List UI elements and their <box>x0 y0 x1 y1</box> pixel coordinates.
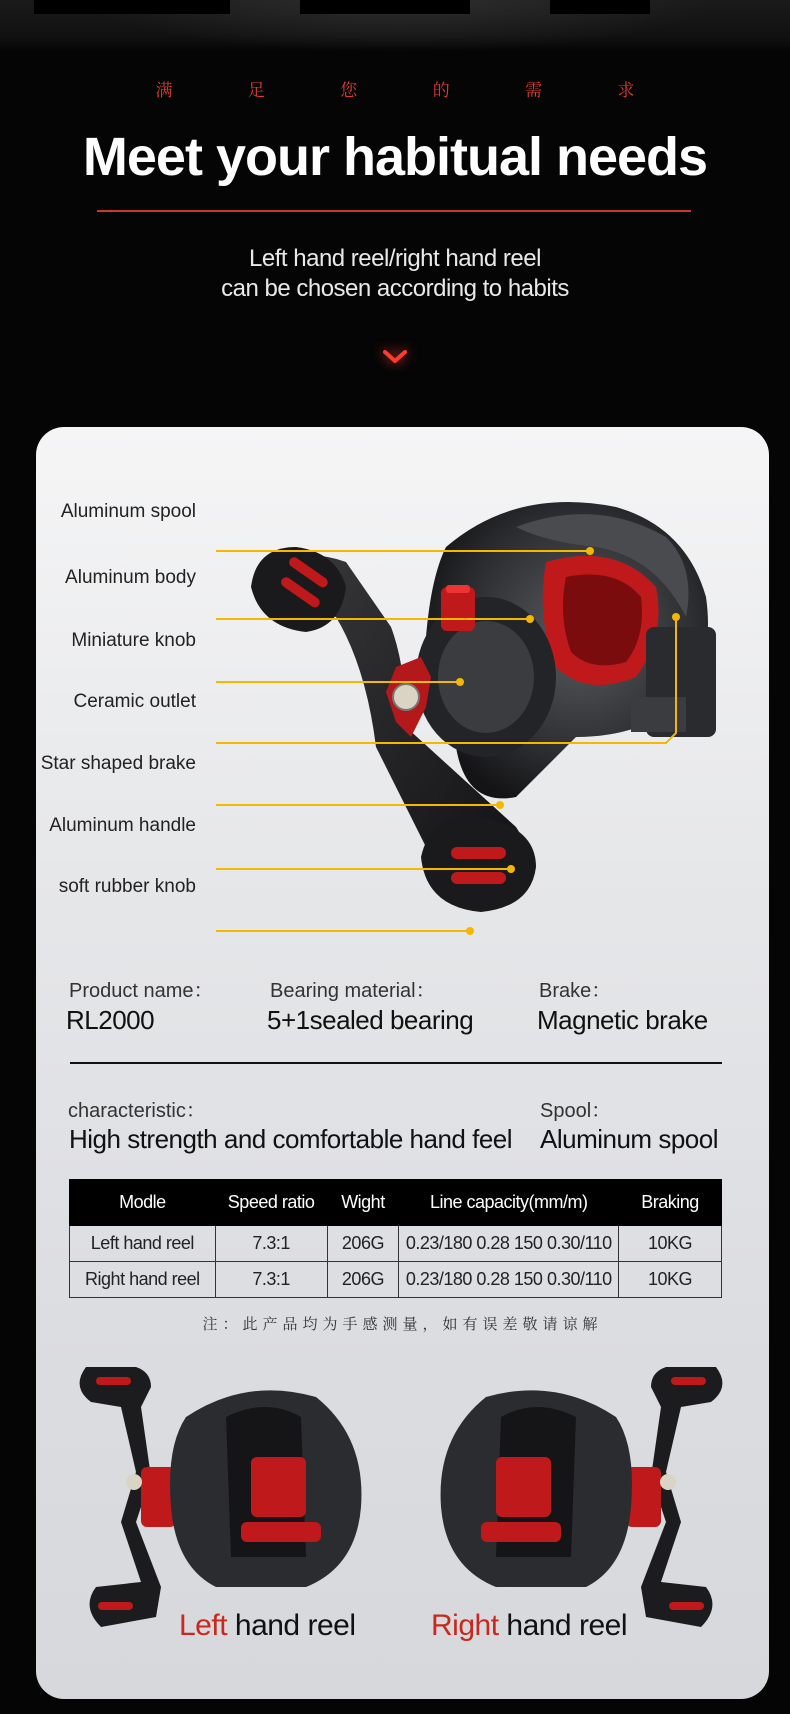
table-row <box>70 1226 722 1262</box>
table-cell: 0.23/180 0.28 150 0.30/110 <box>399 1226 619 1262</box>
bearing-value: 5+1sealed bearing <box>267 1005 474 1035</box>
characteristic-label: characteristic： <box>68 1100 206 1122</box>
banner-dark-block <box>34 0 230 14</box>
title-divider <box>97 210 691 212</box>
product-name-label: Product name： <box>69 980 214 1002</box>
right-hand-reel-image <box>406 1347 736 1647</box>
spec-divider <box>70 1062 722 1064</box>
right-hand-reel-caption <box>431 1609 627 1643</box>
col-header-braking: Braking <box>619 1180 722 1226</box>
table-cell: 10KG <box>619 1262 722 1298</box>
characteristic-value: High strength and comfortable hand feel <box>69 1124 513 1154</box>
banner-dark-block <box>300 0 470 14</box>
right-caption-rest: hand reel <box>498 1609 627 1642</box>
table-cell: 0.23/180 0.28 150 0.30/110 <box>399 1262 619 1298</box>
measurement-note: 注：此产品均为手感测量，如有误差敬请谅解 <box>202 1315 603 1333</box>
callout-aluminum-handle: Aluminum handle <box>49 815 196 836</box>
callout-aluminum-spool: Aluminum spool <box>60 501 196 522</box>
product-name-value: RL2000 <box>66 1005 155 1035</box>
table-cell: Right hand reel <box>70 1262 216 1298</box>
col-header-model: Modle <box>70 1180 216 1226</box>
table-cell: 7.3:1 <box>215 1226 327 1262</box>
brake-value: Magnetic brake <box>537 1005 708 1035</box>
description-line-2: can be chosen according to habits <box>221 275 569 302</box>
description-line-1: Left hand reel/right hand reel <box>249 245 541 272</box>
callout-soft-rubber-knob: soft rubber knob <box>58 876 196 897</box>
left-hand-reel-image <box>66 1347 396 1647</box>
spool-label: Spool： <box>540 1100 612 1122</box>
callout-ceramic-outlet: Ceramic outlet <box>73 691 196 712</box>
table-cell: 206G <box>327 1262 399 1298</box>
chevron-down-icon[interactable] <box>380 344 410 370</box>
spec-table <box>69 1179 722 1298</box>
table-cell: 206G <box>327 1226 399 1262</box>
right-caption-accent: Right <box>431 1609 499 1642</box>
brake-label: Brake： <box>539 980 612 1002</box>
col-header-weight: Wight <box>327 1180 399 1226</box>
table-cell: 10KG <box>619 1226 722 1262</box>
callout-miniature-knob: Miniature knob <box>71 630 196 651</box>
left-caption-accent: Left <box>179 1609 228 1642</box>
hero-description <box>0 244 790 304</box>
product-card <box>36 427 769 1699</box>
spool-value: Aluminum spool <box>540 1124 718 1154</box>
table-row <box>70 1262 722 1298</box>
banner-dark-block <box>550 0 650 14</box>
col-header-speed-ratio: Speed ratio <box>215 1180 327 1226</box>
table-cell: Left hand reel <box>70 1226 216 1262</box>
table-cell: 7.3:1 <box>215 1262 327 1298</box>
callout-star-brake: Star shaped brake <box>40 753 196 774</box>
col-header-line-capacity: Line capacity(mm/m) <box>399 1180 619 1226</box>
chinese-subtitle: 满 足 您 的 需 求 <box>155 81 670 101</box>
left-hand-reel-caption <box>179 1609 355 1643</box>
bearing-label: Bearing material： <box>270 980 436 1002</box>
callout-aluminum-body: Aluminum body <box>65 567 196 588</box>
page-title: Meet your habitual needs <box>82 127 708 187</box>
left-caption-rest: hand reel <box>227 1609 356 1642</box>
reel-main-illustration <box>216 467 769 937</box>
table-header-row <box>70 1180 722 1226</box>
top-banner-fragment <box>0 0 790 52</box>
